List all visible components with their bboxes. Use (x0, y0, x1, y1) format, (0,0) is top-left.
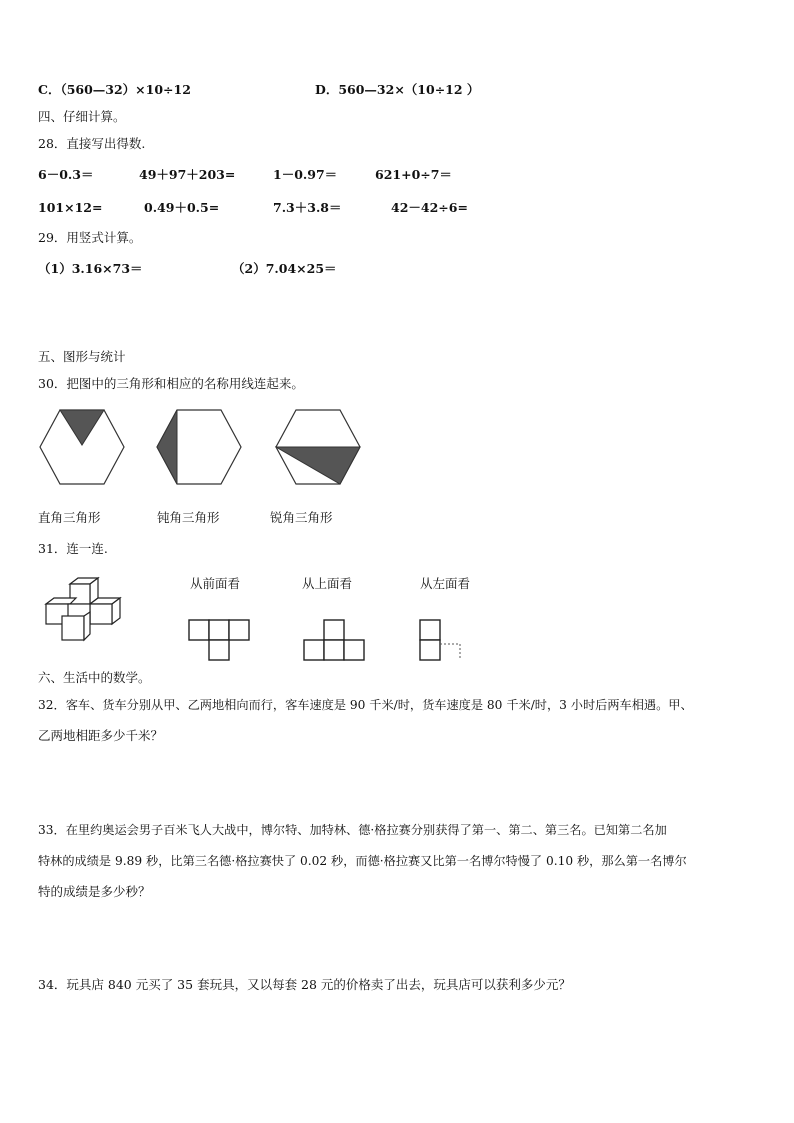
triangle-label-acute: 锐角三角形 (270, 510, 333, 525)
q33-line-1: 33．在里约奥运会男子百米飞人大战中，博尔特、加特林、德·格拉赛分别获得了第一、第二、第三名。已知第二名加 (38, 823, 667, 837)
option-d: D．560—32×（10÷12 ） (315, 82, 480, 97)
q29-item-1: （1）3.16×73＝ (38, 261, 143, 276)
q29-prompt: 29．用竖式计算。 (38, 230, 142, 245)
q32-line-2: 乙两地相距多少千米？ (38, 728, 164, 743)
q28-item: 621+0÷7＝ (375, 167, 452, 182)
view-left-label: 从左面看 (420, 576, 471, 591)
hexagon-figure-1 (39, 409, 125, 485)
q32-line-1: 32．客车、货车分别从甲、乙两地相向而行，客车速度是 90 千米/时，货车速度是 80 千米/时，3 小时后两车相遇。甲、 (38, 698, 693, 712)
hexagon-figure-2 (156, 409, 242, 485)
q28-prompt: 28．直接写出得数. (38, 136, 146, 151)
front-view-figure (188, 618, 252, 662)
q33-line-2: 特林的成绩是 9.89 秒，比第三名德·格拉赛快了 0.02 秒，而德·格拉赛又比第一名博尔特慢了 0.10 秒，那么第一名博尔 (38, 854, 687, 868)
q30-prompt: 30．把图中的三角形和相应的名称用线连起来。 (38, 376, 304, 391)
hexagon-figure-3 (275, 409, 361, 485)
section-5-title: 五、图形与统计 (38, 349, 126, 364)
q28-item: 6－0.3＝ (38, 167, 94, 182)
cube-stack-figure (40, 576, 130, 644)
q31-prompt: 31．连一连. (38, 541, 108, 556)
option-c: C．（560—32）×10÷12 (38, 82, 191, 97)
q34-line-1: 34．玩具店 840 元买了 35 套玩具，又以每套 28 元的价格卖了出去，玩具店可以获利多少元？ (38, 977, 571, 992)
left-view-figure (418, 618, 466, 662)
q33-line-3: 特的成绩是多少秒？ (38, 884, 151, 899)
section-6-title: 六、生活中的数学。 (38, 670, 151, 685)
q29-item-2: （2）7.04×25＝ (232, 261, 337, 276)
q28-item: 101×12= (38, 200, 103, 215)
triangle-label-right: 直角三角形 (38, 510, 101, 525)
q28-item: 1－0.97＝ (273, 167, 338, 182)
view-top-label: 从上面看 (302, 576, 353, 591)
q28-item: 42－42÷6= (391, 200, 468, 215)
view-front-label: 从前面看 (190, 576, 241, 591)
triangle-label-obtuse: 钝角三角形 (157, 510, 220, 525)
q28-item: 7.3＋3.8＝ (273, 200, 342, 215)
section-4-title: 四、仔细计算。 (38, 109, 126, 124)
top-view-figure (303, 618, 367, 662)
q28-item: 0.49＋0.5= (144, 200, 220, 215)
q28-item: 49＋97＋203= (139, 167, 236, 182)
